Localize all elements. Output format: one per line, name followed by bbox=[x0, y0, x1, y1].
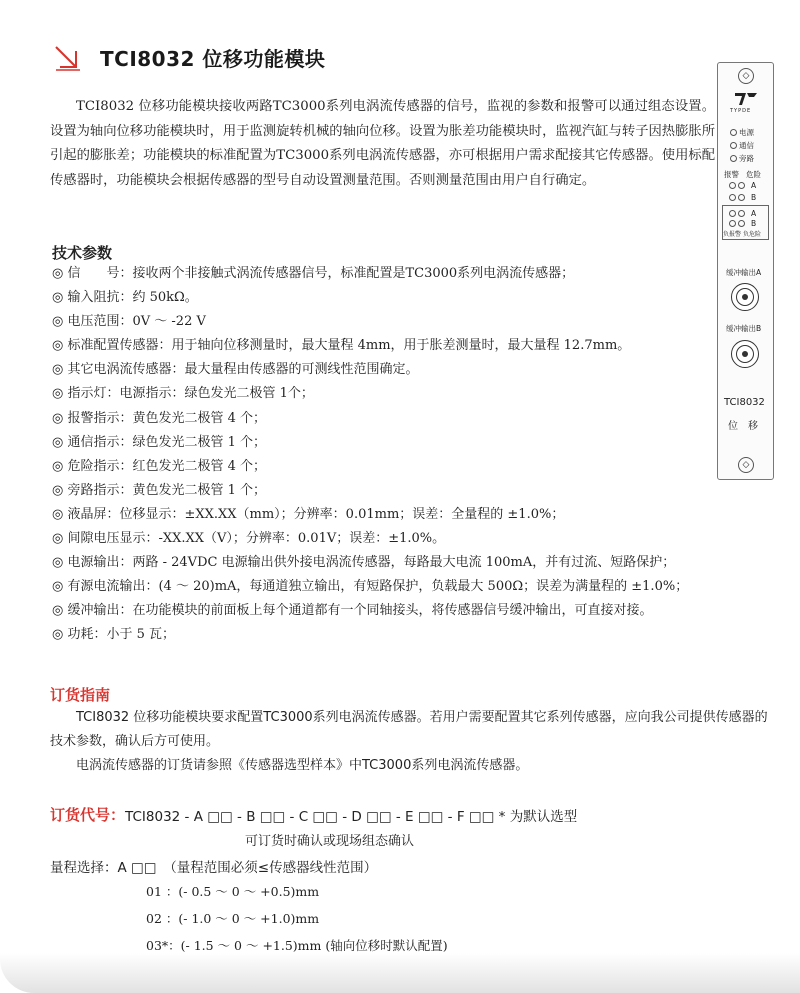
order-code-row bbox=[50, 804, 577, 825]
logo-text: TYPDE bbox=[730, 108, 752, 114]
neg-danger-label: 负危险 bbox=[742, 231, 761, 238]
led-icon bbox=[738, 210, 745, 217]
ordering-text bbox=[50, 706, 770, 778]
spec-item: ◎ 旁路指示：黄色发光二极管 1 个； bbox=[52, 482, 267, 498]
neg-labels bbox=[723, 229, 761, 238]
spec-item: ◎ 间隙电压显示：-XX.XX（V）；分辨率：0.01V；误差：±1.0%。 bbox=[52, 531, 446, 547]
screw-icon: ◇ bbox=[738, 68, 754, 84]
order-code-note: 可订货时确认或现场组态确认 bbox=[245, 834, 415, 849]
order-code: TCI8032 - A □□ - B □□ - C □□ - D □□ - E □□ - F □□ * 为默认选型 bbox=[125, 808, 578, 825]
module-front-panel bbox=[717, 62, 774, 480]
led-row-a bbox=[729, 181, 756, 190]
intro-paragraph: TCI8032 位移功能模块接收两路TC3000系列电涡流传感器的信号，监视的参数和报警可以通过组态设置。设置为轴向位移功能模块时，用于监测旋转机械的轴向位移。设置为胀差功能模块时，监视汽缸与转子因热膨胀所引起的膨胀差；功能模块的标准配置为TC3000系列电涡流传感器，亦可根据用户需求配接其它传感器。使用标配传感器时，功能模块会根据传感器的型号自动设置测量范围。否则测量范围由用户自行确定。 bbox=[50, 99, 715, 188]
spec-item: ◎ 电压范围：0V ～ -22 V bbox=[52, 314, 206, 330]
channel-label: A bbox=[751, 181, 757, 190]
bnc-connector-b bbox=[731, 340, 759, 368]
specs-heading: 技术参数 bbox=[52, 244, 113, 262]
spec-item: ◎ 功耗：小于 5 瓦； bbox=[52, 627, 176, 643]
order-code-label: 订货代号 bbox=[50, 806, 111, 824]
led-icon bbox=[730, 155, 737, 162]
spec-item: ◎ 报警指示：黄色发光二极管 4 个； bbox=[52, 410, 267, 426]
led-icon bbox=[729, 220, 736, 227]
channel-label: B bbox=[751, 193, 757, 202]
spec-item: ◎ 危险指示：红色发光二极管 4 个； bbox=[52, 458, 267, 474]
title-row bbox=[52, 42, 325, 72]
buffer-a-label: 缓冲输出A bbox=[726, 268, 762, 277]
led-icon bbox=[729, 210, 736, 217]
bnc-core-icon bbox=[742, 351, 748, 357]
range-option: 02 ：(- 1.0 ～ 0 ～ +1.0)mm bbox=[146, 911, 320, 926]
led-row-b bbox=[729, 193, 756, 202]
led-row-neg-b bbox=[729, 219, 756, 228]
bnc-connector-a bbox=[731, 283, 759, 311]
order-code-colon: ： bbox=[110, 806, 126, 824]
led-icon bbox=[729, 182, 736, 189]
led-icon bbox=[729, 194, 736, 201]
spec-item: ◎ 有源电流输出：(4 ～ 20)mA，每通道独立输出，有短路保护，负载最大 500Ω；误差为满量程的 ±1.0%； bbox=[52, 579, 689, 595]
alarm-label: 报警 bbox=[724, 170, 739, 179]
range-selection-label: 量程选择：A □□ （量程范围必须≤传感器线性范围） bbox=[50, 860, 378, 876]
led-label: 旁路 bbox=[739, 154, 754, 163]
page-title: TCI8032 位移功能模块 bbox=[100, 46, 326, 71]
arrow-down-right-icon bbox=[52, 42, 82, 72]
spec-item: ◎ 缓冲输出：在功能模块的前面板上每个通道都有一个同轴接头，将传感器信号缓冲输出，可直接对接。 bbox=[52, 603, 653, 619]
spec-item: ◎ 其它电涡流传感器：最大量程由传感器的可测线性范围确定。 bbox=[52, 362, 419, 378]
led-row-neg-a bbox=[729, 209, 756, 218]
led-label: 通信 bbox=[739, 141, 754, 150]
panel-model: TCI8032 bbox=[724, 397, 765, 408]
spec-item: ◎ 输入阻抗：约 50kΩ。 bbox=[52, 290, 198, 306]
spec-item: ◎ 标准配置传感器：用于轴向位移测量时，最大量程 4mm，用于胀差测量时，最大量程 12.7mm。 bbox=[52, 338, 631, 354]
range-options bbox=[146, 878, 448, 959]
danger-label: 危险 bbox=[746, 170, 761, 179]
bnc-ring-icon bbox=[736, 288, 754, 306]
bottom-decorative-band bbox=[0, 953, 800, 993]
led-label: 电源 bbox=[739, 128, 754, 137]
range-option: 03*：(- 1.5 ～ 0 ～ +1.5)mm (轴向位移时默认配置) bbox=[146, 938, 448, 953]
spec-item: ◎ 液晶屏：位移显示：±XX.XX（mm）；分辨率：0.01mm；误差：全量程的 ±1.0%； bbox=[52, 506, 565, 522]
led-bypass bbox=[730, 153, 754, 164]
spec-item: ◎ 电源输出：两路 - 24VDC 电源输出供外接电涡流传感器，每路最大电流 100mA，并有过流、短路保护； bbox=[52, 555, 676, 571]
negative-alarm-box bbox=[722, 205, 769, 240]
bnc-ring-icon bbox=[736, 345, 754, 363]
led-icon bbox=[738, 194, 745, 201]
led-icon bbox=[738, 220, 745, 227]
spec-item: ◎ 信 号：接收两个非接触式涡流传感器信号，标准配置是TC3000系列电涡流传感器； bbox=[52, 266, 575, 281]
led-power bbox=[730, 127, 754, 138]
ordering-paragraph-2: 电涡流传感器的订货请参照《传感器选型样本》中TC3000系列电涡流传感器。 bbox=[76, 758, 529, 773]
spec-item: ◎ 指示灯：电源指示：绿色发光二极管 1个； bbox=[52, 386, 314, 402]
channel-label: B bbox=[751, 219, 757, 228]
led-comm bbox=[730, 140, 754, 151]
channel-label: A bbox=[751, 209, 757, 218]
led-icon bbox=[738, 182, 745, 189]
spec-item: ◎ 通信指示：绿色发光二极管 1 个； bbox=[52, 434, 267, 450]
range-option: 01 ：(- 0.5 ～ 0 ～ +0.5)mm bbox=[146, 884, 320, 899]
specs-list bbox=[52, 262, 688, 648]
company-logo-icon bbox=[732, 90, 760, 108]
led-icon bbox=[730, 142, 737, 149]
panel-function: 位 移 bbox=[728, 421, 758, 432]
buffer-b-label: 缓冲输出B bbox=[726, 324, 762, 333]
neg-alarm-label: 负报警 bbox=[723, 231, 742, 238]
screw-icon: ◇ bbox=[738, 457, 754, 473]
bnc-core-icon bbox=[742, 294, 748, 300]
ordering-paragraph-1: TCI8032 位移功能模块要求配置TC3000系列电涡流传感器。若用户需要配置其它系列传感器，应向我公司提供传感器的技术参数，确认后方可使用。 bbox=[50, 710, 768, 749]
ordering-heading: 订货指南 bbox=[50, 686, 111, 704]
led-icon bbox=[730, 129, 737, 136]
